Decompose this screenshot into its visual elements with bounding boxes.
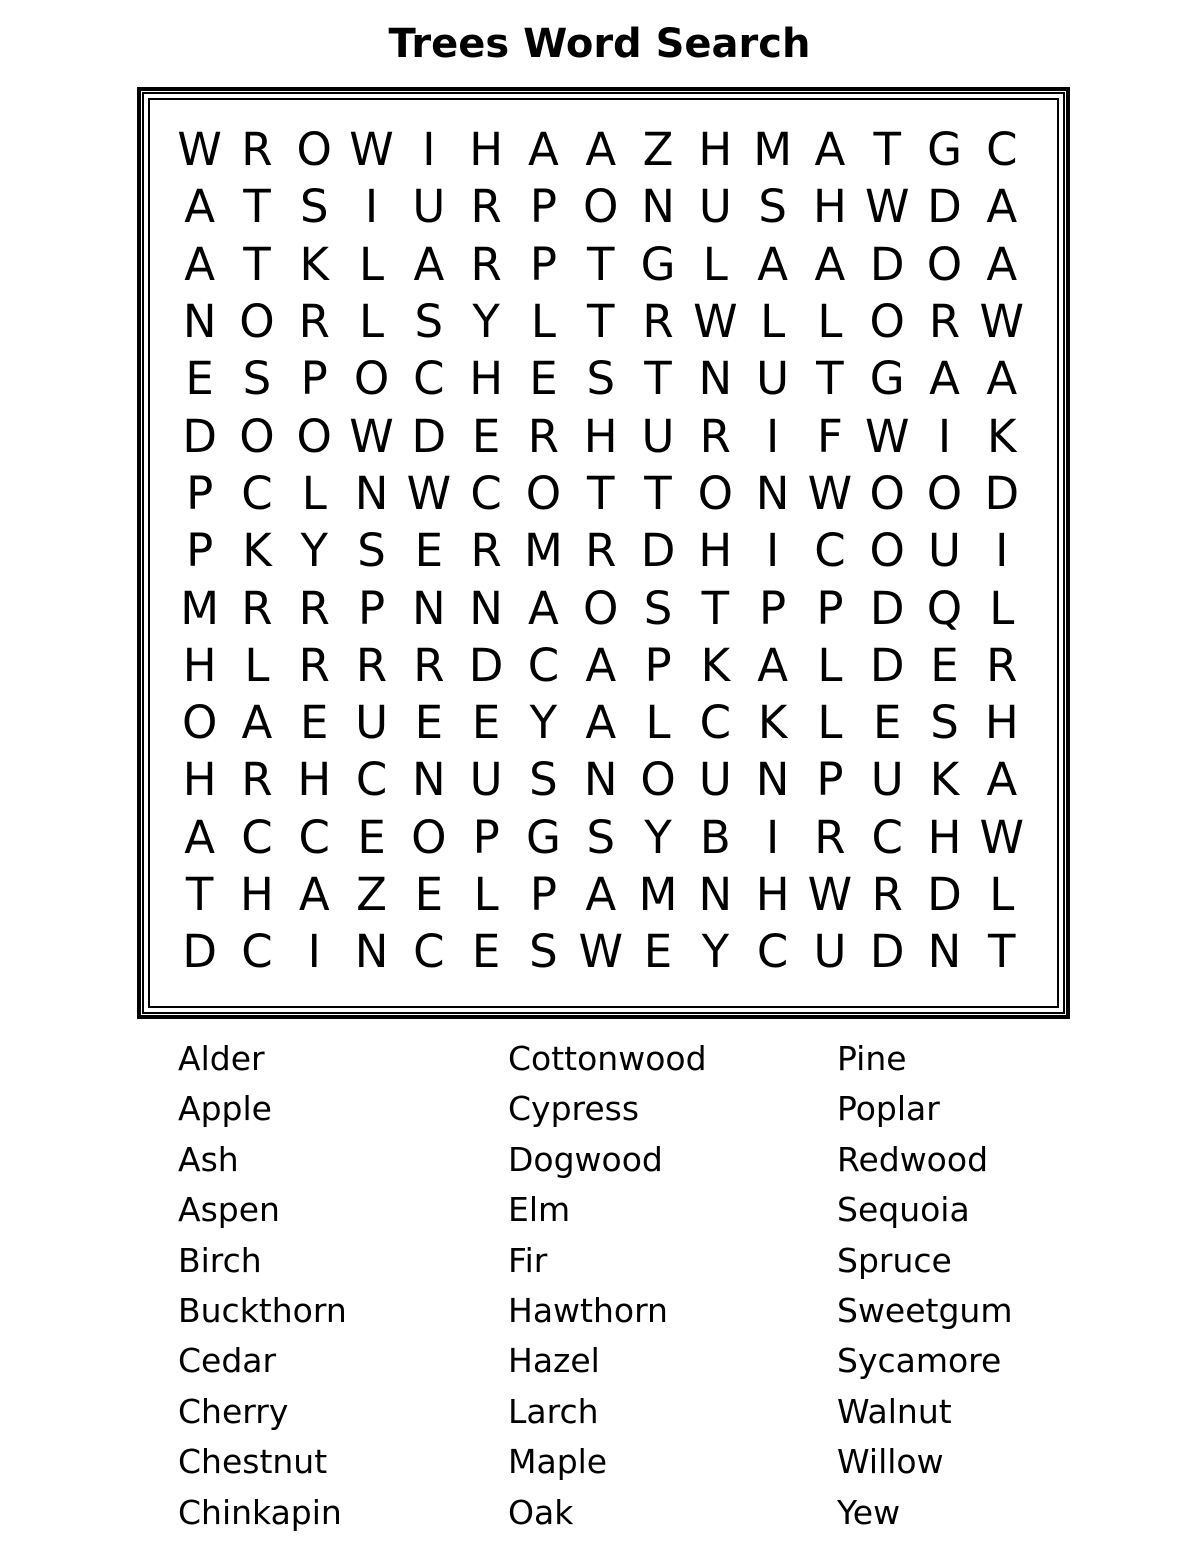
- grid-cell: E: [185, 352, 214, 406]
- word-list-item: Spruce: [837, 1240, 952, 1280]
- grid-cell: P: [186, 466, 214, 520]
- grid-cell: R: [298, 581, 330, 635]
- grid-cell: U: [412, 180, 446, 234]
- grid-cell: L: [817, 295, 843, 349]
- grid-cell: L: [301, 466, 327, 520]
- grid-cell: N: [354, 466, 389, 520]
- grid-cell: R: [699, 409, 731, 463]
- grid-cell: R: [241, 753, 273, 807]
- grid-cell: I: [995, 524, 1009, 578]
- grid-cell: T: [644, 352, 672, 406]
- grid-cell: C: [241, 810, 273, 864]
- grid-cell: C: [470, 466, 502, 520]
- grid-cell: T: [701, 581, 730, 635]
- word-list-item: Hazel: [508, 1341, 600, 1381]
- word-list-item: Buckthorn: [178, 1290, 347, 1330]
- grid-cell: C: [413, 925, 445, 979]
- grid-cell: A: [814, 123, 846, 177]
- grid-cell: H: [182, 753, 217, 807]
- grid-cell: S: [242, 352, 272, 406]
- grid-cell: K: [987, 409, 1017, 463]
- grid-cell: U: [641, 409, 675, 463]
- grid-cell: M: [638, 868, 678, 921]
- grid-cell: K: [929, 753, 960, 807]
- grid-cell: A: [585, 868, 617, 921]
- grid-cell: N: [469, 581, 503, 635]
- grid-cell: I: [765, 810, 780, 864]
- grid-cell: A: [585, 696, 617, 750]
- grid-cell: O: [697, 466, 734, 520]
- word-list-item: Oak: [508, 1492, 574, 1532]
- grid-cell: C: [413, 352, 445, 406]
- grid-cell: C: [986, 123, 1018, 177]
- grid-cell: R: [585, 524, 617, 578]
- grid-cell: O: [869, 295, 905, 349]
- word-list-item: Pine: [837, 1039, 907, 1078]
- grid-cell: W: [979, 810, 1025, 864]
- grid-cell: B: [699, 810, 731, 864]
- grid-cell: U: [928, 524, 961, 578]
- grid-cell: I: [765, 409, 780, 463]
- grid-cell: C: [756, 925, 789, 979]
- grid-cell: T: [586, 295, 615, 349]
- grid-cell: T: [185, 868, 214, 921]
- page-title: Trees Word Search: [388, 21, 811, 67]
- word-list-item: Chestnut: [178, 1442, 328, 1482]
- grid-cell: D: [182, 409, 217, 463]
- grid-cell: C: [814, 524, 846, 578]
- grid-cell: I: [765, 524, 780, 578]
- grid-cell: H: [698, 524, 733, 578]
- grid-cell: N: [698, 868, 733, 921]
- grid-cell: E: [471, 696, 501, 750]
- grid-cell: N: [755, 466, 790, 520]
- grid-cell: W: [177, 123, 222, 177]
- grid-cell: P: [816, 581, 844, 635]
- grid-cell: O: [239, 409, 275, 463]
- grid-cell: W: [406, 466, 452, 520]
- word-list-item: Sycamore: [837, 1341, 1002, 1381]
- grid-cell: A: [298, 868, 330, 921]
- grid-cell: L: [989, 581, 1015, 635]
- grid-cell: A: [929, 352, 960, 406]
- grid-cell: D: [869, 237, 905, 291]
- grid-cell: D: [411, 409, 447, 463]
- grid-cell: R: [470, 180, 502, 234]
- grid-cell: P: [759, 581, 787, 635]
- grid-cell: S: [930, 696, 959, 750]
- grid-cell: W: [693, 295, 738, 349]
- grid-cell: O: [353, 352, 390, 406]
- grid-cell: L: [473, 868, 499, 921]
- grid-cell: D: [869, 925, 905, 979]
- grid-cell: L: [989, 868, 1015, 921]
- word-list-column-2: [508, 1034, 707, 1538]
- grid-cell: K: [242, 524, 272, 578]
- grid-cell: N: [698, 352, 733, 406]
- grid-cell: I: [422, 123, 436, 177]
- grid-cell: I: [307, 925, 321, 979]
- grid-cell: R: [986, 638, 1018, 692]
- grid-cell: Z: [642, 123, 674, 177]
- grid-cell: D: [869, 638, 905, 692]
- grid-cell: W: [979, 295, 1025, 349]
- grid-cell: O: [296, 409, 332, 463]
- grid-cell: P: [529, 237, 557, 291]
- grid-cell: S: [586, 352, 616, 406]
- word-list-item: Redwood: [837, 1139, 989, 1179]
- grid-cell: E: [643, 925, 673, 979]
- grid-cell: F: [816, 409, 843, 463]
- grid-cell: R: [642, 295, 674, 349]
- grid-cell: P: [357, 581, 386, 635]
- grid-cell: W: [807, 868, 853, 921]
- grid-cell: A: [986, 237, 1018, 291]
- grid-cell: N: [641, 180, 675, 234]
- grid-cell: O: [296, 123, 332, 177]
- grid-cell: R: [355, 638, 388, 692]
- grid-cell: I: [364, 180, 379, 234]
- word-list-item: Larch: [508, 1391, 599, 1431]
- grid-cell: E: [872, 696, 902, 750]
- grid-cell: N: [412, 753, 446, 807]
- grid-cell: L: [702, 237, 728, 291]
- grid-cell: C: [871, 810, 903, 864]
- word-list-item: Cottonwood: [508, 1039, 707, 1078]
- grid-cell: L: [244, 638, 270, 692]
- grid-cell: U: [813, 925, 847, 979]
- grid-cell: T: [644, 466, 672, 520]
- word-list-item: Maple: [508, 1442, 608, 1482]
- grid-cell: H: [297, 753, 332, 807]
- grid-cell: S: [758, 180, 787, 234]
- word-list-item: Alder: [178, 1039, 265, 1078]
- grid-cell: G: [640, 237, 676, 291]
- grid-cell: O: [411, 810, 447, 864]
- grid-cell: C: [699, 696, 732, 750]
- letter-grid: [171, 121, 1030, 980]
- grid-cell: Y: [644, 810, 672, 864]
- grid-cell: Y: [472, 295, 500, 349]
- grid-cell: C: [298, 810, 330, 864]
- grid-cell: T: [816, 352, 844, 406]
- grid-cell: R: [470, 524, 502, 578]
- grid-cell: M: [753, 123, 793, 177]
- grid-cell: L: [817, 696, 843, 750]
- grid-cell: N: [354, 925, 389, 979]
- grid-cell: O: [525, 466, 562, 520]
- grid-cell: I: [937, 409, 952, 463]
- grid-cell: W: [578, 925, 623, 979]
- grid-cell: T: [243, 237, 271, 291]
- grid-cell: A: [528, 581, 559, 635]
- grid-cell: T: [988, 925, 1016, 979]
- grid-cell: A: [528, 123, 559, 177]
- grid-cell: E: [414, 696, 444, 750]
- grid-cell: E: [300, 696, 329, 750]
- grid-cell: A: [986, 753, 1018, 807]
- grid-cell: T: [243, 180, 271, 234]
- grid-cell: H: [812, 180, 847, 234]
- grid-cell: O: [869, 466, 905, 520]
- grid-cell: O: [583, 581, 619, 635]
- grid-cell: N: [182, 295, 217, 349]
- grid-cell: A: [585, 123, 617, 177]
- word-list-item: Birch: [178, 1240, 262, 1280]
- word-list-item: Fir: [508, 1240, 548, 1280]
- grid-cell: O: [640, 753, 676, 807]
- grid-cell: W: [349, 123, 394, 177]
- grid-cell: S: [643, 581, 673, 635]
- grid-cell: A: [184, 180, 216, 234]
- grid-cell: P: [186, 524, 214, 578]
- grid-cell: W: [864, 409, 910, 463]
- word-list-item: Hawthorn: [508, 1290, 668, 1330]
- grid-cell: H: [182, 638, 217, 692]
- grid-cell: D: [927, 868, 962, 921]
- grid-cell: H: [469, 352, 504, 406]
- grid-cell: D: [984, 466, 1020, 520]
- grid-cell: A: [814, 237, 846, 291]
- grid-cell: Y: [300, 524, 328, 578]
- grid-cell: E: [414, 868, 444, 921]
- grid-cell: M: [180, 581, 220, 635]
- grid-cell: D: [468, 638, 504, 692]
- grid-cell: P: [644, 638, 672, 692]
- word-list-item: Yew: [837, 1492, 901, 1532]
- grid-cell: L: [359, 295, 385, 349]
- grid-cell: K: [757, 696, 788, 750]
- grid-cell: C: [355, 753, 388, 807]
- grid-cell: H: [698, 123, 733, 177]
- grid-cell: G: [869, 352, 905, 406]
- grid-cell: A: [413, 237, 445, 291]
- grid-cell: H: [755, 868, 790, 921]
- grid-cell: E: [357, 810, 386, 864]
- grid-cell: G: [525, 810, 561, 864]
- grid-cell: H: [469, 123, 504, 177]
- grid-cell: S: [299, 180, 329, 234]
- grid-cell: C: [241, 925, 273, 979]
- grid-cell: R: [527, 409, 560, 463]
- grid-cell: D: [640, 524, 676, 578]
- grid-cell: S: [529, 925, 558, 979]
- word-list-column-1: [178, 1034, 347, 1538]
- grid-cell: N: [412, 581, 446, 635]
- grid-cell: Z: [356, 868, 387, 921]
- word-list-item: Aspen: [178, 1190, 280, 1230]
- grid-cell: P: [816, 753, 844, 807]
- grid-cell: N: [755, 753, 790, 807]
- grid-cell: L: [760, 295, 786, 349]
- word-list-item: Apple: [178, 1089, 272, 1129]
- grid-cell: N: [927, 925, 962, 979]
- word-list-item: Walnut: [837, 1391, 952, 1431]
- word-list-item: Cypress: [508, 1089, 640, 1129]
- grid-cell: D: [927, 180, 962, 234]
- grid-cell: Y: [701, 925, 730, 979]
- grid-cell: U: [698, 180, 732, 234]
- grid-cell: T: [873, 123, 901, 177]
- grid-cell: K: [700, 638, 731, 692]
- word-list-item: Elm: [508, 1190, 571, 1230]
- grid-cell: E: [930, 638, 959, 692]
- grid-cell: A: [757, 638, 789, 692]
- grid-cell: S: [586, 810, 616, 864]
- grid-cell: E: [414, 524, 444, 578]
- grid-cell: P: [472, 810, 500, 864]
- grid-cell: N: [583, 753, 618, 807]
- grid-cell: R: [241, 581, 273, 635]
- grid-cell: O: [926, 237, 963, 291]
- word-list-item: Willow: [837, 1442, 944, 1482]
- word-list-item: Dogwood: [508, 1139, 663, 1179]
- grid-cell: U: [870, 753, 904, 807]
- grid-cell: P: [300, 352, 328, 406]
- grid-cell: O: [181, 696, 218, 750]
- grid-cell: D: [182, 925, 217, 979]
- grid-cell: L: [645, 696, 671, 750]
- grid-cell: H: [583, 409, 618, 463]
- grid-cell: O: [239, 295, 275, 349]
- grid-cell: O: [583, 180, 619, 234]
- grid-cell: K: [299, 237, 329, 291]
- grid-cell: Q: [926, 581, 963, 635]
- grid-cell: R: [928, 295, 961, 349]
- grid-cell: S: [529, 753, 558, 807]
- grid-cell: O: [869, 524, 905, 578]
- word-list: [0, 1034, 1199, 1534]
- grid-cell: G: [927, 123, 962, 177]
- grid-cell: A: [986, 180, 1018, 234]
- grid-cell: W: [807, 466, 853, 520]
- word-list-item: Cherry: [178, 1391, 289, 1431]
- grid-cell: H: [240, 868, 274, 921]
- grid-cell: R: [298, 295, 330, 349]
- grid-cell: W: [349, 409, 394, 463]
- word-list-item: Ash: [178, 1139, 239, 1179]
- grid-cell: U: [756, 352, 790, 406]
- grid-cell: L: [817, 638, 843, 692]
- grid-cell: L: [359, 237, 385, 291]
- grid-cell: E: [471, 925, 501, 979]
- grid-cell: T: [586, 466, 615, 520]
- grid-cell: R: [298, 638, 330, 692]
- grid-cell: H: [927, 810, 962, 864]
- grid-cell: R: [470, 237, 502, 291]
- grid-cell: A: [757, 237, 789, 291]
- grid-cell: A: [184, 810, 216, 864]
- grid-cell: E: [529, 352, 558, 406]
- grid-cell: R: [871, 868, 903, 921]
- grid-cell: P: [529, 180, 557, 234]
- grid-cell: A: [184, 237, 216, 291]
- grid-cell: P: [529, 868, 557, 921]
- grid-cell: D: [869, 581, 905, 635]
- grid-cell: A: [986, 352, 1018, 406]
- grid-cell: C: [241, 466, 273, 520]
- grid-cell: U: [355, 696, 388, 750]
- word-list-item: Cedar: [178, 1341, 277, 1381]
- grid-cell: L: [530, 295, 556, 349]
- grid-cell: H: [984, 696, 1019, 750]
- grid-cell: S: [357, 524, 386, 578]
- grid-cell: S: [414, 295, 444, 349]
- grid-cell: M: [524, 524, 563, 578]
- word-list-item: Sweetgum: [837, 1290, 1013, 1330]
- grid-cell: C: [527, 638, 560, 692]
- grid-cell: U: [469, 753, 503, 807]
- word-list-column-3: [837, 1034, 1013, 1538]
- grid-cell: A: [241, 696, 273, 750]
- grid-cell: R: [814, 810, 846, 864]
- grid-cell: R: [413, 638, 445, 692]
- word-list-item: Chinkapin: [178, 1492, 342, 1532]
- grid-cell: A: [585, 638, 617, 692]
- grid-cell: Y: [529, 696, 558, 750]
- word-list-item: Sequoia: [837, 1190, 970, 1230]
- grid-cell: U: [698, 753, 732, 807]
- word-list-item: Poplar: [837, 1089, 940, 1129]
- grid-cell: T: [586, 237, 615, 291]
- grid-cell: O: [926, 466, 963, 520]
- grid-cell: R: [241, 123, 273, 177]
- grid-cell: E: [471, 409, 501, 463]
- grid-cell: W: [864, 180, 910, 234]
